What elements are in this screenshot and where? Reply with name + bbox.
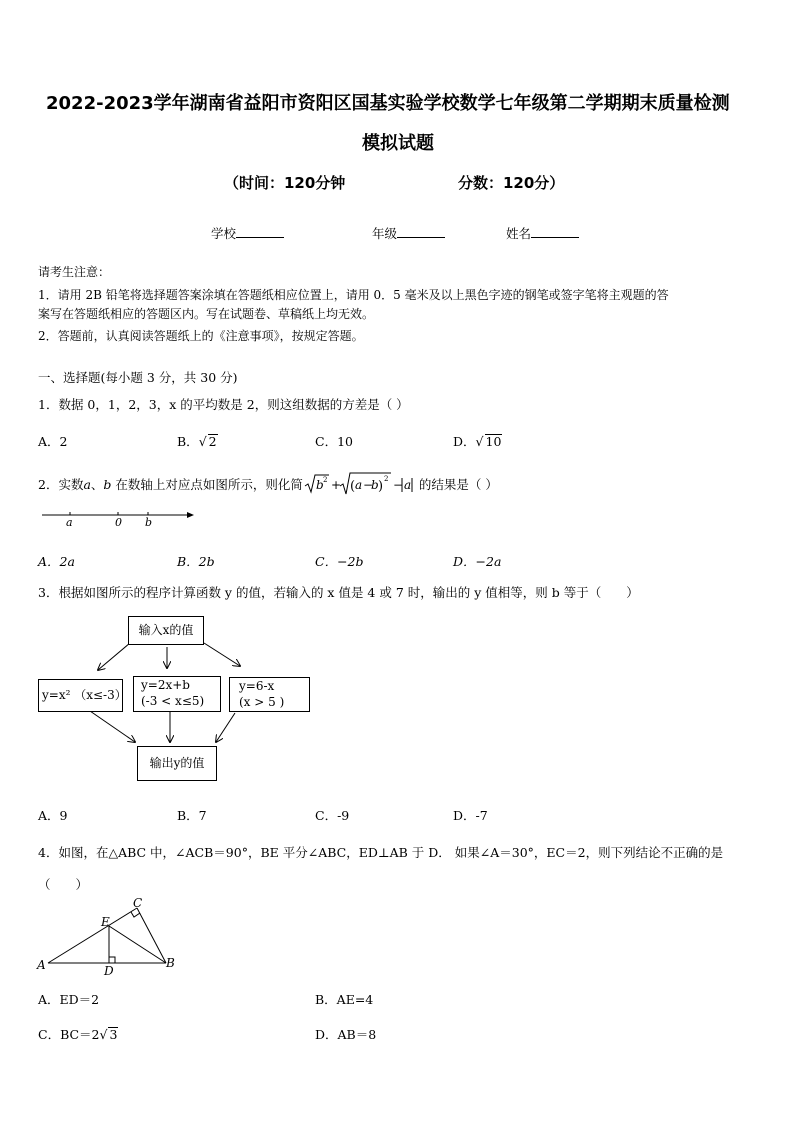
point-a: A <box>37 958 46 972</box>
q4-option-a[interactable]: A．ED＝2 <box>38 992 100 1007</box>
notice-line1b: 案写在答题纸相应的答题区内。写在试题卷、草稿纸上均无效。 <box>38 307 375 321</box>
q4-stem-paren: （ ） <box>38 877 89 892</box>
axis-label-0: 0 <box>115 516 122 529</box>
svg-text:2: 2 <box>322 476 328 484</box>
svg-text:): ) <box>377 479 383 494</box>
left-function-box: y=x² （x≤-3） <box>38 679 123 712</box>
svg-text:2: 2 <box>383 475 389 483</box>
grade-label: 年级 <box>372 226 398 241</box>
q2-option-d[interactable]: D．−2a <box>453 554 502 569</box>
q3-option-d[interactable]: D．-7 <box>453 808 488 823</box>
point-e: E <box>101 915 110 929</box>
q4-option-b[interactable]: B．AE=4 <box>315 992 374 1007</box>
exam-title-line1: 2022-2023学年湖南省益阳市资阳区国基实验学校数学七年级第二学期期末质量检测 <box>46 93 730 114</box>
name-label: 姓名 <box>506 226 532 241</box>
output-box: 输出y的值 <box>137 746 217 781</box>
q1-option-d[interactable]: D．√ 10 <box>453 434 502 449</box>
q3-option-a[interactable]: A．9 <box>38 808 68 823</box>
svg-text:b: b <box>315 478 324 492</box>
point-d: D <box>104 964 114 978</box>
input-box: 输入x的值 <box>128 616 204 645</box>
q4-c-radicand: 3 <box>109 1027 118 1042</box>
notice-heading: 请考生注意： <box>38 265 111 279</box>
q4-triangle-figure <box>34 895 184 980</box>
q4-option-c[interactable]: C．BC＝2√ 3 <box>38 1027 118 1042</box>
exam-score: 分数：120分） <box>458 174 565 192</box>
svg-text:a: a <box>354 478 363 492</box>
axis-label-b: b <box>145 516 153 529</box>
school-label: 学校 <box>211 226 237 241</box>
right-function-box: y=6-x (x > 5 ) <box>229 677 310 712</box>
q1-stem: 1．数据 0，1，2，3，x 的平均数是 2，则这组数据的方差是（ ） <box>38 397 409 412</box>
q1-b-radicand: 2 <box>208 434 217 449</box>
svg-text:+: + <box>330 478 341 492</box>
svg-text:b: b <box>370 478 379 492</box>
point-c: C <box>133 896 143 910</box>
q4-stem: 4．如图，在△ABC 中，∠ACB＝90°，BE 平分∠ABC，ED⊥AB 于 D． 如果∠A＝30°，EC＝2，则下列结论不正确的是 <box>38 845 724 860</box>
q3-option-c[interactable]: C．-9 <box>315 808 350 823</box>
svg-text:(: ( <box>349 479 355 494</box>
q1-d-radicand: 10 <box>485 434 502 449</box>
q2-option-c[interactable]: C．−2b <box>315 554 364 569</box>
q2-stem: 2．实数a、b 在数轴上对应点如图所示，则化简 b 2 + ( a − b ) 2 − a 的结果是（ ） <box>38 472 498 499</box>
q1-option-a[interactable]: A．2 <box>38 434 68 449</box>
exam-title-line2: 模拟试题 <box>362 133 434 154</box>
point-b: B <box>166 956 175 970</box>
notice-line2: 2．答题前，认真阅读答题纸上的《注意事项》，按规定答题。 <box>38 329 364 343</box>
q4-option-d[interactable]: D．AB＝8 <box>315 1027 377 1042</box>
q3-option-b[interactable]: B．7 <box>177 808 207 823</box>
svg-text:−: − <box>362 478 373 492</box>
q1-option-c[interactable]: C．10 <box>315 434 353 449</box>
svg-text:a: a <box>403 478 412 492</box>
middle-function-box: y=2x+b (-3 < x≤5) <box>133 676 221 712</box>
section-heading: 一、选择题(每小题 3 分，共 30 分) <box>38 370 238 385</box>
axis-label-a: a <box>66 516 73 529</box>
q3-stem: 3．根据如图所示的程序计算函数 y 的值，若输入的 x 值是 4 或 7 时，输出的 y 值相等，则 b 等于（ ） <box>38 585 639 600</box>
notice-line1a: 1．请用 2B 铅笔将选择题答案涂填在答题纸相应位置上，请用 0．5 毫米及以上黑色字迹的钢笔或签字笔将主观题的答 <box>38 288 669 302</box>
exam-time: （时间：120分钟 <box>224 174 346 192</box>
q2-option-a[interactable]: A．2a <box>38 554 75 569</box>
q2-option-b[interactable]: B．2b <box>177 554 215 569</box>
svg-text:−: − <box>392 478 403 492</box>
q1-option-b[interactable]: B．√ 2 <box>177 434 217 449</box>
